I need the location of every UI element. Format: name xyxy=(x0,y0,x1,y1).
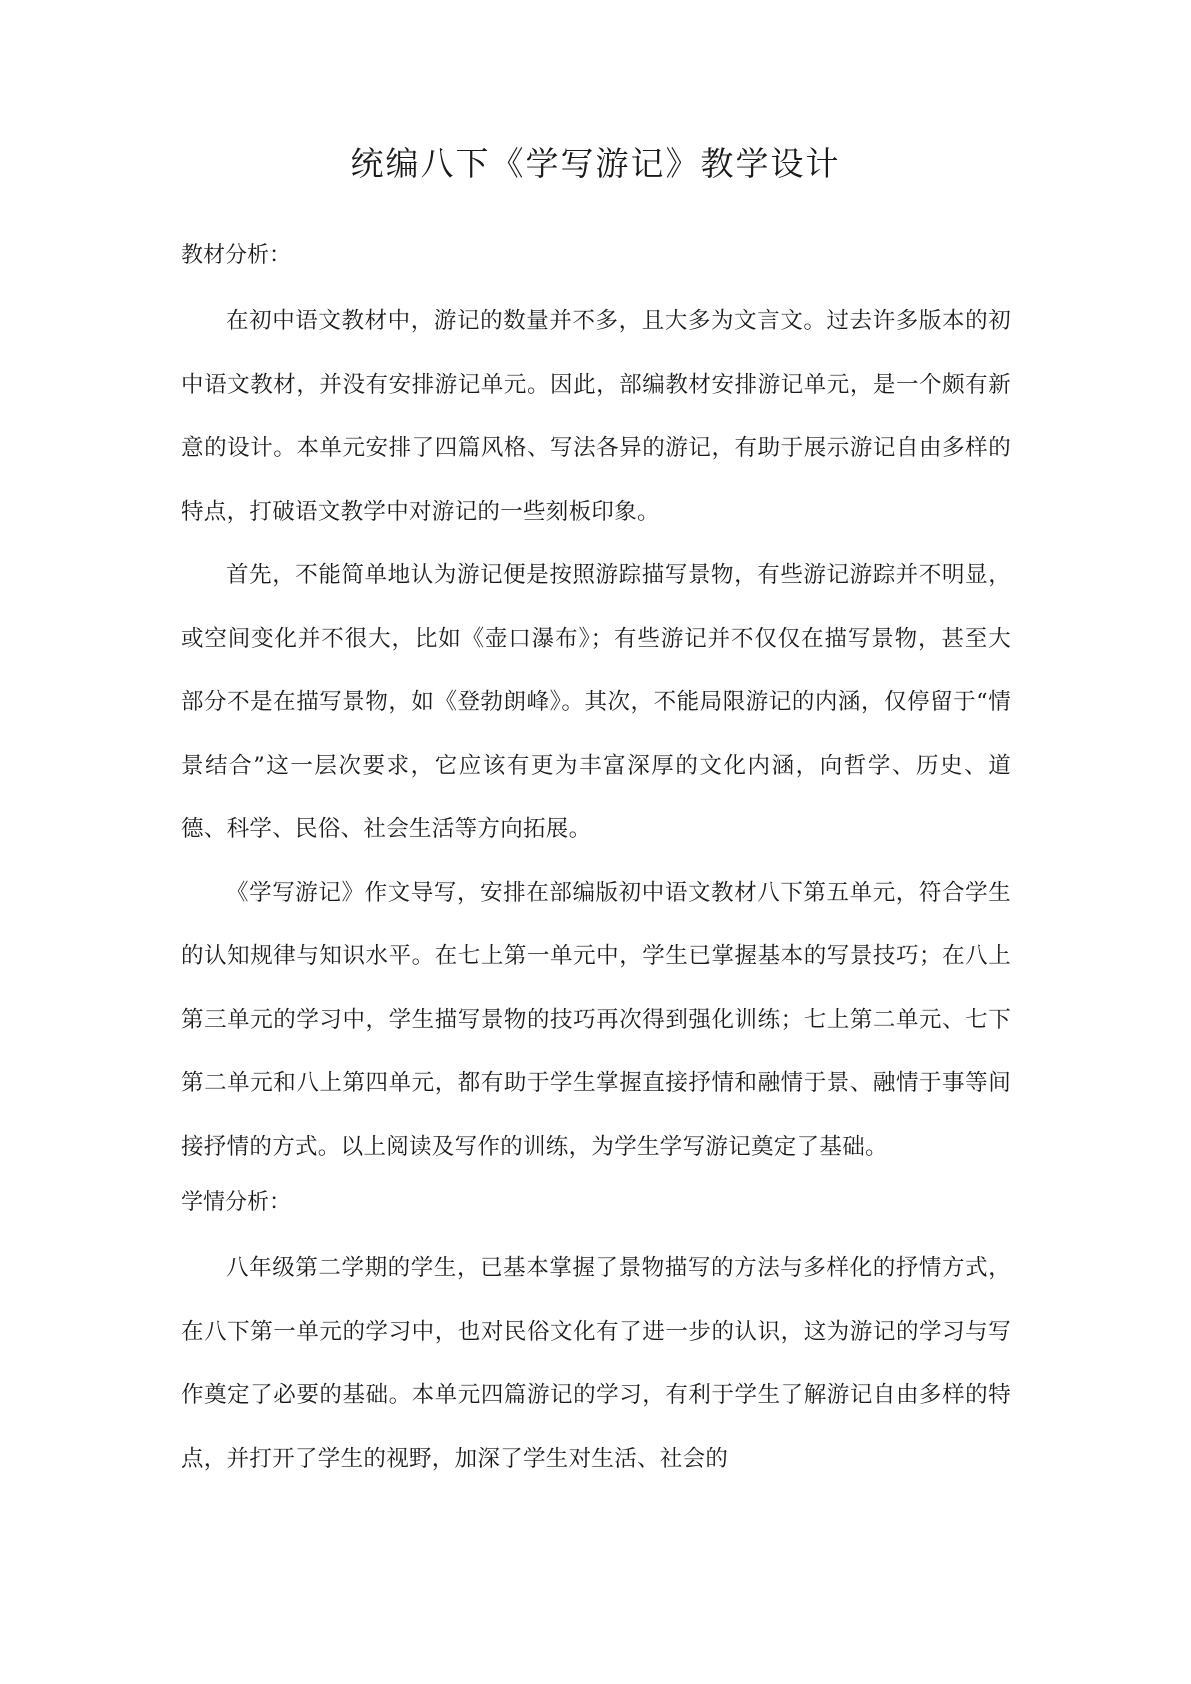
paragraph: 首先，不能简单地认为游记便是按照游踪描写景物，有些游记游踪并不明显，或空间变化并不很大，比如《壶口瀑布》；有些游记并不仅仅在描写景物，甚至大部分不是在描写景物，如《登勃朗峰》。其次，不能局限游记的内涵，仅停留于“情景结合”这一层次要求，它应该有更为丰富深厚的文化内涵，向哲学、历史、道德、科学、民俗、社会生活等方向拓展。 xyxy=(181,562,1011,842)
paragraph: 《学写游记》作文导写，安排在部编版初中语文教材八下第五单元，符合学生的认知规律与知识水平。在七上第一单元中，学生已掌握基本的写景技巧；在八上第三单元的学习中，学生描写景物的技巧再次得到强化训练；七上第二单元、七下第二单元和八上第四单元，都有助于学生掌握直接抒情和融情于景、融情于事等间接抒情的方式。以上阅读及写作的训练，为学生学写游记奠定了基础。 xyxy=(181,879,1011,1160)
document-body xyxy=(181,232,1011,1491)
section-heading-student-analysis: 学情分析： xyxy=(181,1190,292,1215)
section-heading-textbook-analysis: 教材分析： xyxy=(181,243,292,268)
document-title: 统编八下《学写游记》教学设计 xyxy=(350,144,841,183)
paragraph: 八年级第二学期的学生，已基本掌握了景物描写的方法与多样化的抒情方式，在八下第一单元的学习中，也对民俗文化有了进一步的认识，这为游记的学习与写作奠定了必要的基础。本单元四篇游记的学习，有利于学生了解游记自由多样的特点，并打开了学生的视野，加深了学生对生活、社会的 xyxy=(181,1255,1011,1472)
paragraph: 在初中语文教材中，游记的数量并不多，且大多为文言文。过去许多版本的初中语文教材，并没有安排游记单元。因此，部编教材安排游记单元，是一个颇有新意的设计。本单元安排了四篇风格、写法各异的游记，有助于展示游记自由多样的特点，打破语文教学中对游记的一些刻板印象。 xyxy=(181,308,1011,525)
